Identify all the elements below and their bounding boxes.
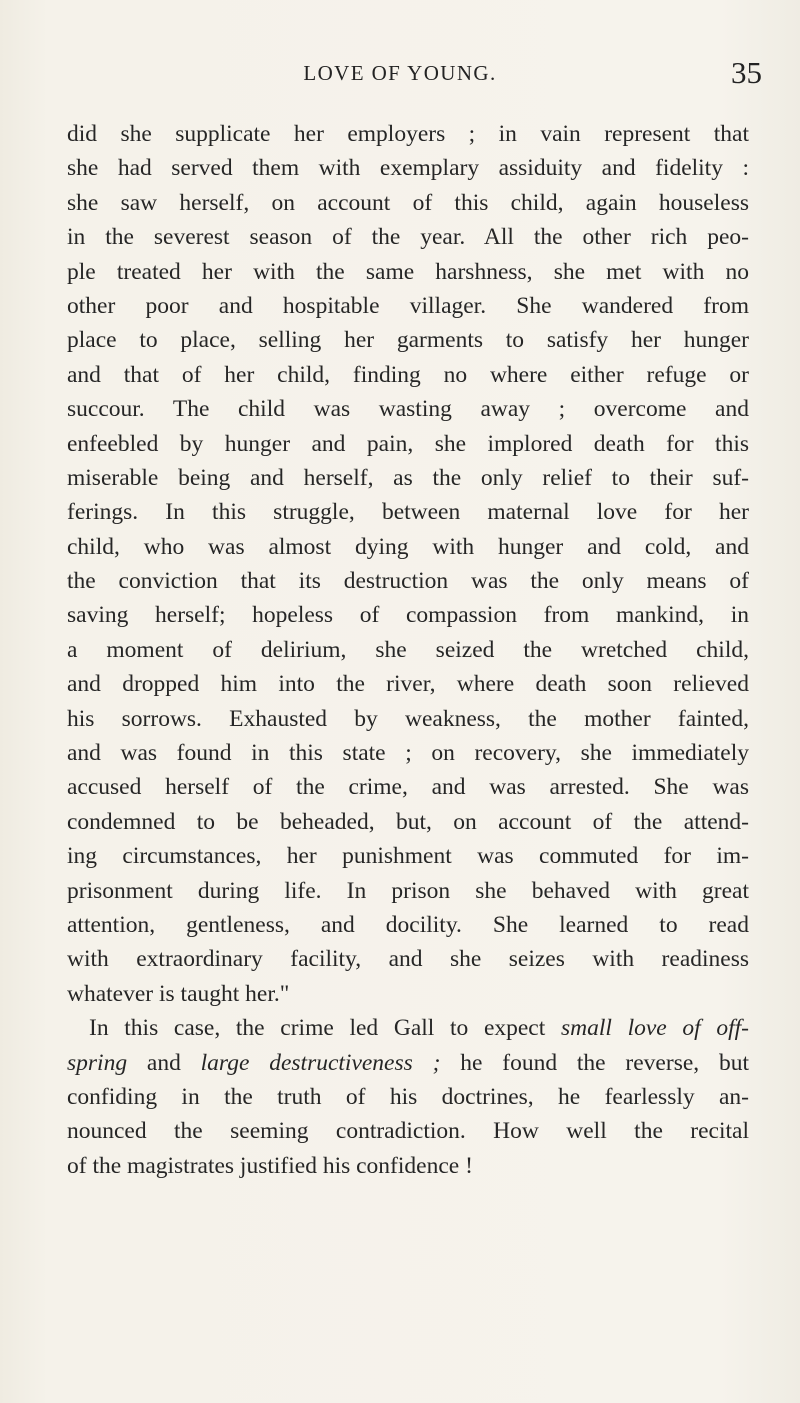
running-head [0,55,800,95]
text-line: whatever is taught her." [67,980,290,1007]
text-line: succour. The child was wasting away ; overcome and [67,396,749,423]
text-line: and dropped him into the river, where death soon relieved [67,671,749,698]
text-line: nounced the seeming contradiction. How well the recital [67,1118,749,1145]
text-line: she saw herself, on account of this child, again houseless [67,189,749,216]
text-line [67,1046,749,1080]
text-run: and [127,1049,201,1076]
text-line: in the severest season of the year. All the other rich peo- [67,224,749,251]
text-line: ferings. In this struggle, between maternal love for her [67,499,749,526]
running-title: LOVE OF YOUNG. [303,61,497,85]
text-line: prisonment during life. In prison she behaved with great [67,877,749,904]
text-run: he found the reverse, but [440,1049,749,1076]
text-line: did she supplicate her employers ; in vain represent that [67,121,749,147]
text-line: a moment of delirium, she seized the wretched child, [67,636,749,663]
text-line: enfeebled by hunger and pain, she implored death for this [67,430,749,457]
text-line: ple treated her with the same harshness, she met with no [67,258,749,285]
text-line [67,1011,749,1045]
text-line: with extraordinary facility, and she seizes with readiness [67,946,749,973]
text-line: ing circumstances, her punishment was commuted for im- [67,843,749,870]
text-line: place to place, selling her garments to satisfy her hunger [67,327,749,354]
text-line: other poor and hospitable villager. She wandered from [67,292,749,319]
body-text [67,117,749,1183]
text-line: the conviction that its destruction was the only means of [67,568,749,595]
italic-run: large destructiveness ; [200,1049,441,1076]
text-line: condemned to be beheaded, but, on account of the attend- [67,808,749,835]
text-line: accused herself of the crime, and was arrested. She was [67,774,749,801]
text-line: saving herself; hopeless of compassion from mankind, in [67,602,749,629]
text-line: attention, gentleness, and docility. She learned to read [67,911,749,938]
text-line: of the magistrates justified his confidence ! [67,1152,473,1179]
text-line: miserable being and herself, as the only relief to their suf- [67,464,749,491]
text-run: In this case, the crime led Gall to expect [89,1015,561,1042]
italic-run: small love of off- [560,1015,749,1042]
page-number: 35 [731,55,762,90]
text-line: and that of her child, finding no where either refuge or [67,361,749,388]
italic-run: spring [67,1049,128,1076]
text-line: and was found in this state ; on recovery, she immediately [67,740,749,767]
text-line: she had served them with exemplary assiduity and fidelity : [67,155,749,182]
text-line: child, who was almost dying with hunger and cold, and [67,533,749,560]
text-line: confiding in the truth of his doctrines, he fearlessly an- [67,1083,749,1110]
text-line: his sorrows. Exhausted by weakness, the mother fainted, [67,705,749,732]
